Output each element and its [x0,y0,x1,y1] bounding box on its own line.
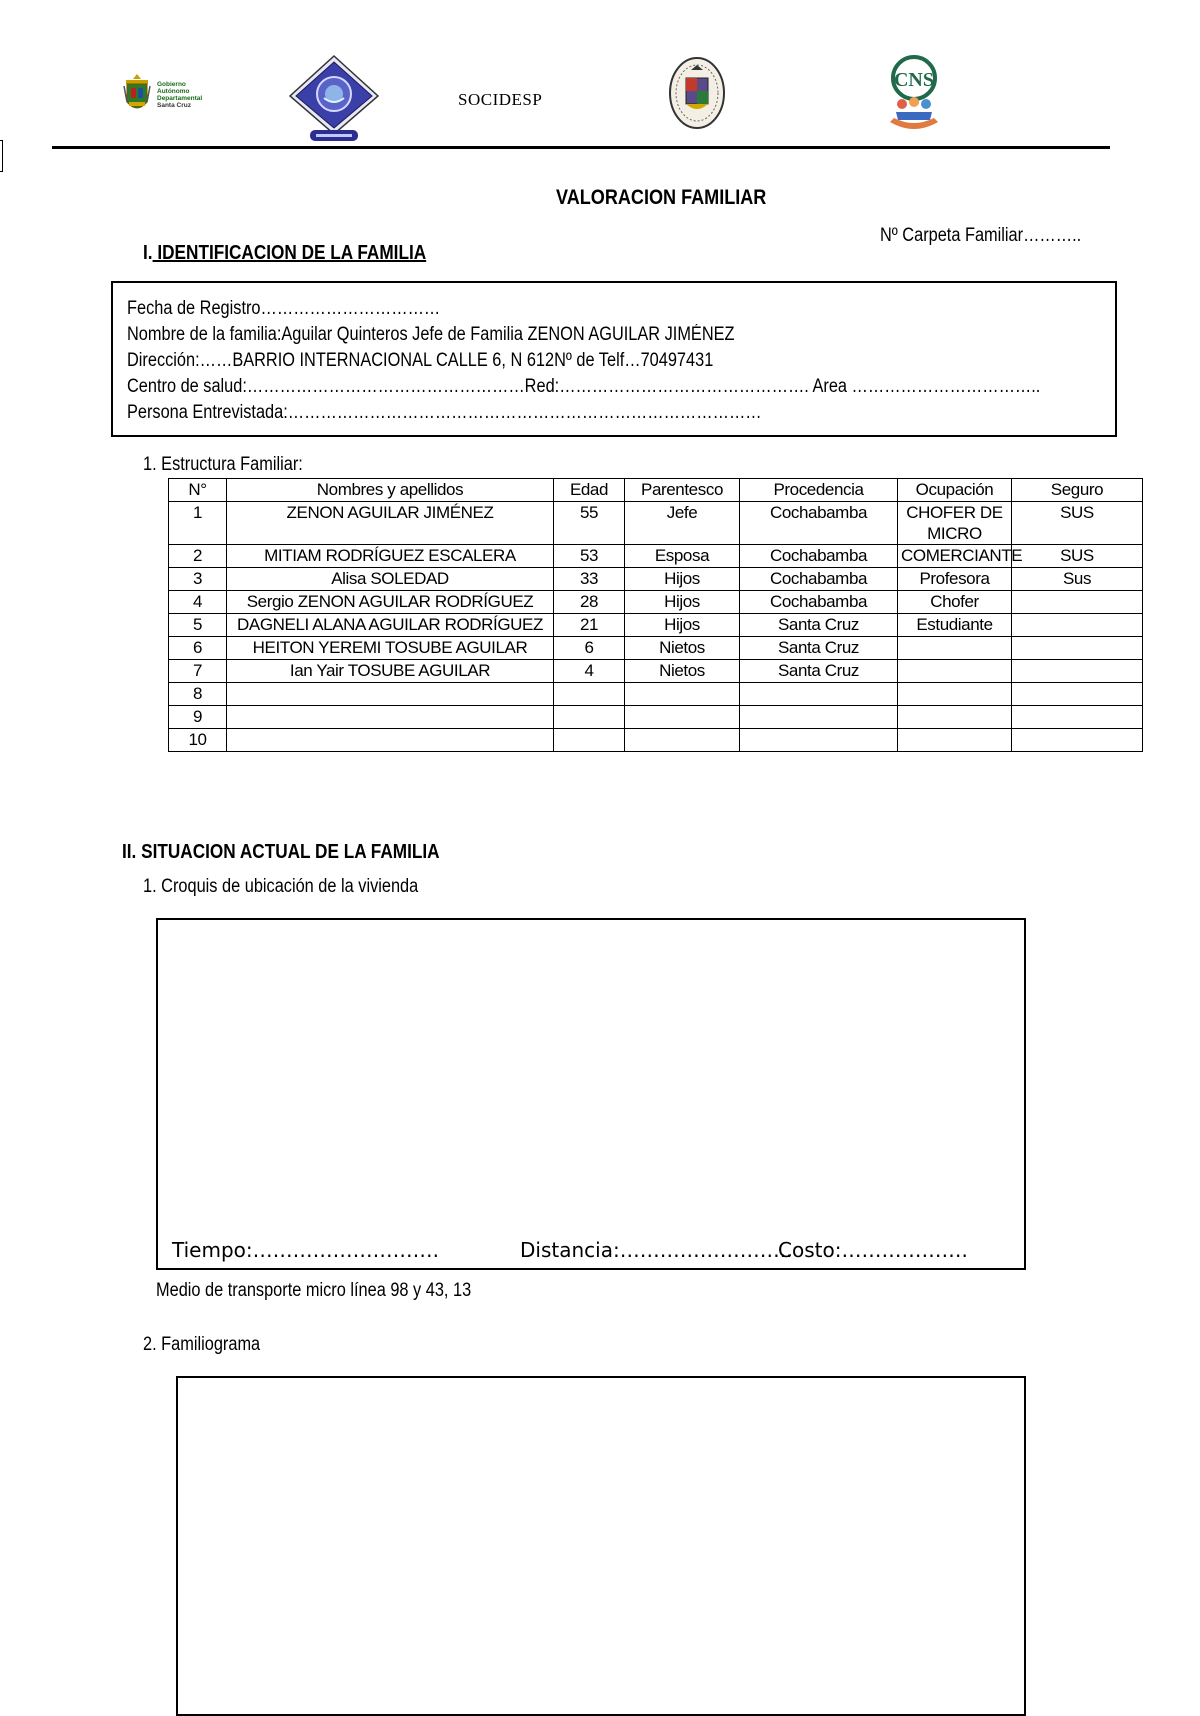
cell-nombres [227,683,554,706]
direccion-field: Dirección:……BARRIO INTERNACIONAL CALLE 6, N 612Nº de Telf…70497431 [127,350,714,371]
cell-seguro [1012,660,1143,683]
cell-seguro: SUS [1012,545,1143,568]
familiograma-label: 2. Familiograma [143,1334,261,1355]
cell-ocupacion [898,683,1012,706]
cell-numero: 7 [169,660,227,683]
col-header-parentesco: Parentesco [625,479,740,502]
seal-logo [667,56,727,130]
edge-bracket [0,140,3,172]
cell-procedencia: Cochabamba [740,568,898,591]
cell-edad [554,706,625,729]
cell-parentesco: Hijos [625,614,740,637]
cell-numero: 1 [169,502,227,545]
cell-ocupacion [898,729,1012,752]
cell-procedencia: Cochabamba [740,591,898,614]
socidesp-logo-text: SOCIDESP [458,90,543,109]
document-title: VALORACION FAMILIAR [556,186,767,209]
table-row [169,660,1143,683]
col-header-edad: Edad [554,479,625,502]
cell-ocupacion [898,637,1012,660]
cell-nombres: HEITON YEREMI TOSUBE AGUILAR [227,637,554,660]
cell-parentesco: Hijos [625,568,740,591]
costo-field: Costo:………………. [778,1238,968,1262]
distancia-field: Distancia:…………………….. [520,1238,793,1262]
cell-edad: 55 [554,502,625,545]
cell-procedencia: Cochabamba [740,545,898,568]
cell-parentesco [625,683,740,706]
cell-seguro [1012,637,1143,660]
medio-transporte: Medio de transporte micro línea 98 y 43, 13 [156,1280,472,1301]
cell-nombres: Ian Yair TOSUBE AGUILAR [227,660,554,683]
col-header-seguro: Seguro [1012,479,1143,502]
cell-numero: 8 [169,683,227,706]
section1-title: IDENTIFICACION DE LA FAMILIA [152,242,427,264]
cell-ocupacion [898,706,1012,729]
gobierno-crest-icon [122,72,152,118]
section2-heading: II. SITUACION ACTUAL DE LA FAMILIA [122,841,440,863]
cell-procedencia: Santa Cruz [740,660,898,683]
cell-numero: 5 [169,614,227,637]
cell-edad: 28 [554,591,625,614]
cell-nombres: MITIAM RODRÍGUEZ ESCALERA [227,545,554,568]
cell-seguro: SUS [1012,502,1143,545]
cell-procedencia: Cochabamba [740,502,898,545]
cell-numero: 4 [169,591,227,614]
fecha-registro-field: Fecha de Registro…………………………… [127,298,441,319]
estructura-familiar-label: 1. Estructura Familiar: [143,454,303,475]
nombre-familia-field: Nombre de la familia:Aguilar Quinteros Jefe de Familia ZENON AGUILAR JIMÉNEZ [127,324,735,345]
centro-salud-field: Centro de salud:……………………………………………Red:………………………………………. Area …………………………….. [127,376,1041,397]
official-seal-icon [667,56,727,130]
cell-seguro [1012,729,1143,752]
cell-seguro [1012,591,1143,614]
cell-parentesco: Jefe [625,502,740,545]
cell-parentesco: Nietos [625,637,740,660]
cell-numero: 2 [169,545,227,568]
tiempo-field: Tiempo:………………………. [172,1238,439,1262]
cell-parentesco: Nietos [625,660,740,683]
cell-edad: 4 [554,660,625,683]
cell-parentesco: Hijos [625,591,740,614]
col-header-nombres: Nombres y apellidos [227,479,554,502]
diamond-emblem-icon [288,54,380,142]
cell-nombres: ZENON AGUILAR JIMÉNEZ [227,502,554,545]
cell-numero: 10 [169,729,227,752]
gobierno-line2: Autónomo [157,88,190,95]
cell-seguro: Sus [1012,568,1143,591]
cell-ocupacion: CHOFER DE MICRO [898,502,1012,545]
cell-procedencia [740,729,898,752]
col-header-numero: N° [169,479,227,502]
cell-edad [554,729,625,752]
cell-edad: 33 [554,568,625,591]
cell-numero: 3 [169,568,227,591]
cell-edad: 6 [554,637,625,660]
table-row [169,637,1143,660]
cell-numero: 9 [169,706,227,729]
familiograma-box [176,1376,1026,1716]
cell-parentesco: Esposa [625,545,740,568]
cell-edad: 53 [554,545,625,568]
cell-nombres [227,706,554,729]
table-row [169,591,1143,614]
table-row [169,568,1143,591]
table-row [169,545,1143,568]
cell-parentesco [625,729,740,752]
cell-ocupacion: Estudiante [898,614,1012,637]
gobierno-logo [122,72,226,118]
cns-emblem-text: CNS [893,69,935,91]
cell-nombres [227,729,554,752]
cns-emblem-icon [884,54,944,134]
cell-ocupacion: Profesora [898,568,1012,591]
gobierno-line3: Departamental [157,95,203,102]
cell-nombres: Alisa SOLEDAD [227,568,554,591]
cell-procedencia: Santa Cruz [740,614,898,637]
cell-nombres: DAGNELI ALANA AGUILAR RODRÍGUEZ [227,614,554,637]
croquis-label: 1. Croquis de ubicación de la vivienda [143,876,419,897]
table-header-row [169,479,1143,502]
cell-seguro [1012,706,1143,729]
cell-seguro [1012,614,1143,637]
cell-ocupacion [898,660,1012,683]
carpeta-familiar: Nº Carpeta Familiar……….. [880,225,1082,246]
cell-procedencia [740,683,898,706]
header-divider [52,146,1110,149]
identification-box [111,281,1117,437]
cell-ocupacion: Chofer [898,591,1012,614]
table-row [169,502,1143,545]
cell-procedencia: Santa Cruz [740,637,898,660]
gobierno-line4: Santa Cruz [157,102,191,109]
gobierno-line1: Gobierno [157,81,186,88]
croquis-box [156,918,1026,1270]
university-diamond-logo [288,54,380,142]
col-header-procedencia: Procedencia [740,479,898,502]
family-structure-table [168,478,1143,752]
cell-ocupacion: COMERCIANTE [898,545,1012,568]
table-row [169,614,1143,637]
table-row [169,683,1143,706]
cell-nombres: Sergio ZENON AGUILAR RODRÍGUEZ [227,591,554,614]
cell-seguro [1012,683,1143,706]
table-row [169,706,1143,729]
cell-numero: 6 [169,637,227,660]
cell-edad [554,683,625,706]
section1-heading [143,242,426,265]
section1-prefix: I. [143,242,153,264]
persona-entrevistada-field: Persona Entrevistada:…………………………………………………………………………… [127,402,762,423]
cns-logo [884,54,944,134]
cell-edad: 21 [554,614,625,637]
col-header-ocupacion: Ocupación [898,479,1012,502]
cell-procedencia [740,706,898,729]
table-row [169,729,1143,752]
cell-parentesco [625,706,740,729]
